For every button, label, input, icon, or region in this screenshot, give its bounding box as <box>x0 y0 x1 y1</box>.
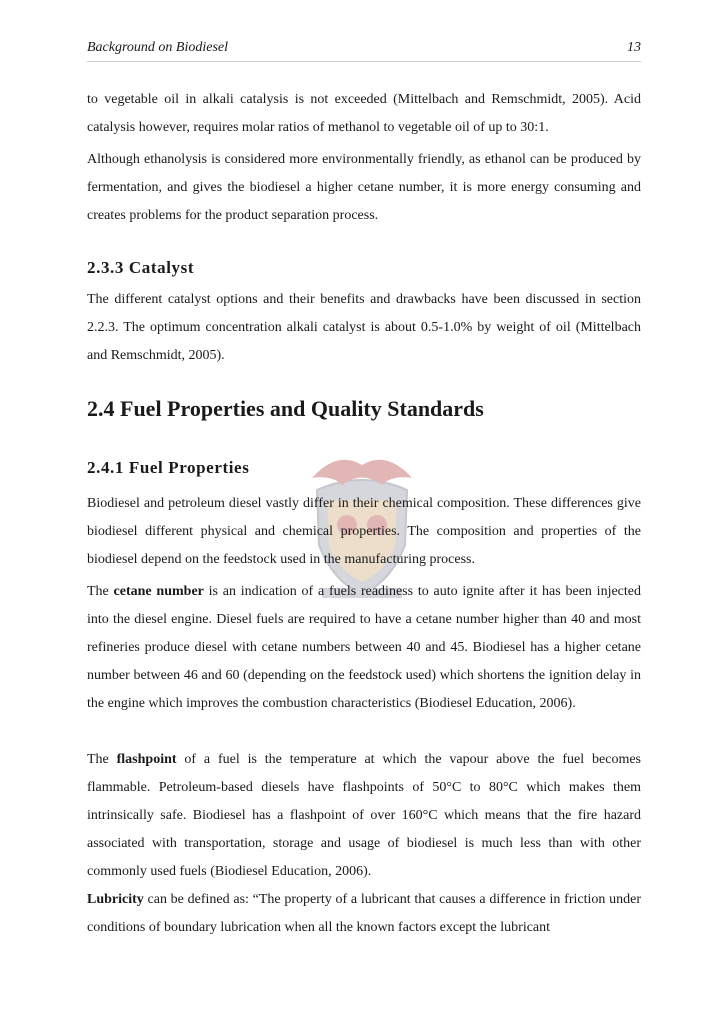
cetane-body: is an indication of a fuels readiness to auto ignite after it has been injected into the diesel engine. Diesel fuels are required to have a cetane number higher than 40 and most refineries produce diesel with cetane numbers between 40 and 45. Biodiesel has a higher cetane number between 46 and 60 (depending on the feedstock used) which shortens the ignition delay in the engine which improves the combustion characteristics (Biodiesel Education, 2006). <box>87 584 641 711</box>
paragraph-catalyst: The different catalyst options and their benefits and drawbacks have been discussed in section 2.2.3. The optimum concentration alkali catalyst is about 0.5-1.0% by weight of oil (Mittelbach and Remschmidt, 2005). <box>87 292 641 363</box>
cetane-intro: The <box>87 584 114 599</box>
header-title: Background on Biodiesel <box>87 40 229 55</box>
lubricity-term: Lubricity <box>87 892 144 907</box>
paragraph-ethanolysis: Although ethanolysis is considered more environmentally friendly, as ethanol can be produced by fermentation, and gives the biodiesel a higher cetane number, it is more energy consuming and creates problems for the product separation process. <box>87 152 641 223</box>
flashpoint-term: flashpoint <box>116 752 177 767</box>
flashpoint-body: of a fuel is the temperature at which the vapour above the fuel becomes flammable. Petroleum-based diesels have flashpoints of 50°C to 80°C which makes them intrinsically safe. Biodiesel has a flashpoint of over 160°C which means that the fire hazard associated with transportation, storage and usage of biodiesel is much less than with other commonly used fuels (Biodiesel Education, 2006). <box>87 752 641 879</box>
paragraph-flashpoint <box>87 746 641 886</box>
paragraph-composition: Biodiesel and petroleum diesel vastly differ in their chemical composition. These differences give biodiesel different physical and chemical properties. The composition and properties of the biodiesel depend on the feedstock used in the manufacturing process. <box>87 496 641 567</box>
paragraph-cetane-number <box>87 578 641 718</box>
heading-catalyst: 2.3.3 Catalyst <box>87 258 195 277</box>
heading-fuel-properties-quality: 2.4 Fuel Properties and Quality Standards <box>87 396 484 421</box>
page-number: 13 <box>627 40 641 55</box>
lubricity-body: can be defined as: “The property of a lubricant that causes a difference in friction under conditions of boundary lubrication when all the known factors except the lubricant <box>87 892 641 935</box>
paragraph-lubricity <box>87 886 641 942</box>
flashpoint-intro: The <box>87 752 117 767</box>
running-header <box>87 40 641 58</box>
header-divider <box>87 61 641 62</box>
cetane-number-term: cetane number <box>113 584 204 599</box>
paragraph-alkali-catalysis: to vegetable oil in alkali catalysis is not exceeded (Mittelbach and Remschmidt, 2005). Acid catalysis however, requires molar ratios of methanol to vegetable oil of up to 30:1. <box>87 92 641 135</box>
heading-fuel-properties: 2.4.1 Fuel Properties <box>87 458 250 477</box>
